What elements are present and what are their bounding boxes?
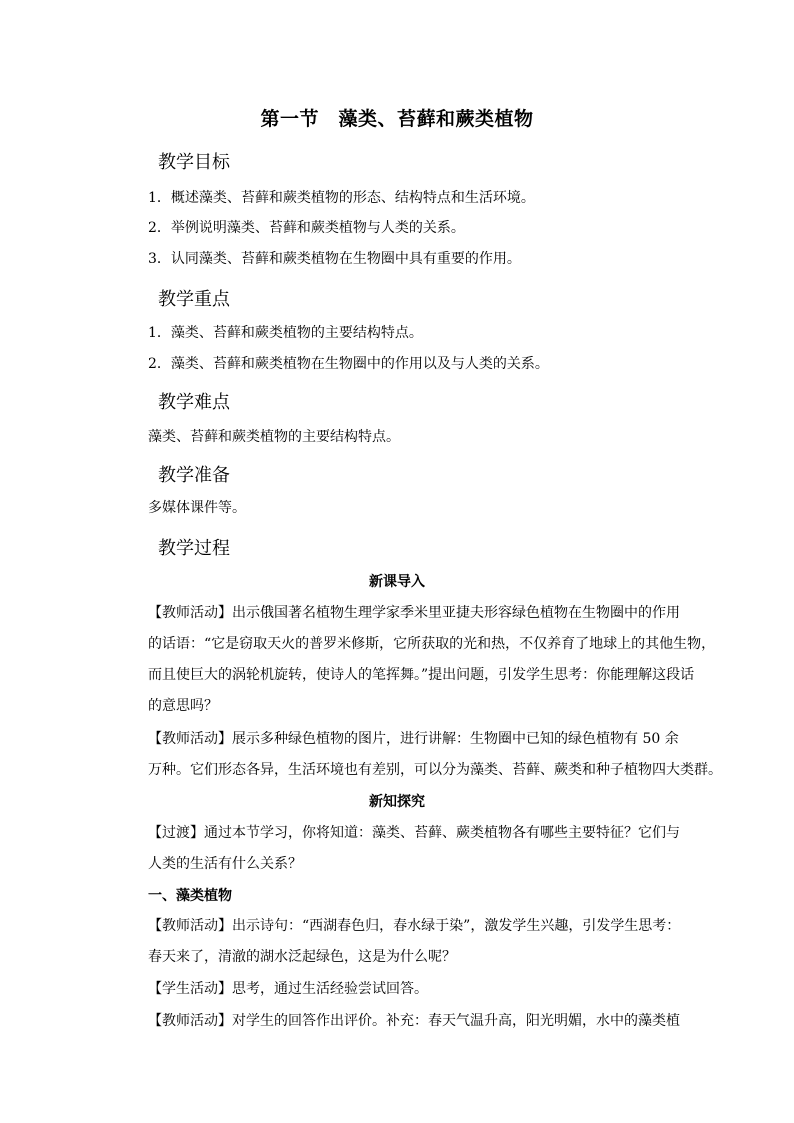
page-title: 第一节 藻类、苔藓和蕨类植物: [260, 108, 534, 130]
explore-title: 新知探究: [369, 794, 425, 810]
intro-para-1-line-4: 的意思吗？: [148, 698, 218, 714]
heading-goals: 教学目标: [158, 152, 230, 173]
heading-difficulties: 教学难点: [158, 392, 230, 413]
key-point-item-2: 2．藻类、苔藓和蕨类植物在生物圈中的作用以及与人类的关系。: [148, 356, 549, 372]
transition-line-1: 【过渡】通过本节学习，你将知道：藻类、苔藓、蕨类植物各有哪些主要特征？它们与: [148, 825, 680, 841]
algae-para-1-line-2: 春天来了，清澈的湖水泛起绿色，这是为什么呢？: [148, 949, 456, 965]
intro-para-2-line-2: 万种。它们形态各异，生活环境也有差别，可以分为藻类、苔藓、蕨类和种子植物四大类群。: [148, 762, 722, 778]
intro-para-2-line-1: 【教师活动】展示多种绿色植物的图片，进行讲解：生物圈中已知的绿色植物有 50 余: [148, 731, 679, 747]
intro-title: 新课导入: [369, 574, 425, 590]
difficulties-text: 藻类、苔藓和蕨类植物的主要结构特点。: [148, 429, 400, 445]
preparation-text: 多媒体课件等。: [148, 500, 246, 516]
key-point-item-1: 1．藻类、苔藓和蕨类植物的主要结构特点。: [148, 325, 423, 341]
subsection-algae-title: 一、藻类植物: [148, 888, 232, 904]
algae-para-1-line-1: 【教师活动】出示诗句：“西湖春色归，春水绿于染”，激发学生兴趣，引发学生思考：: [148, 918, 681, 934]
heading-process: 教学过程: [158, 538, 230, 559]
goal-item-2: 2．举例说明藻类、苔藓和蕨类植物与人类的关系。: [148, 220, 465, 236]
intro-para-1-line-3: 而且使巨大的涡轮机旋转，使诗人的笔挥舞。”提出问题，引发学生思考：你能理解这段话: [148, 667, 695, 683]
goal-item-1: 1．概述藻类、苔藓和蕨类植物的形态、结构特点和生活环境。: [148, 190, 535, 206]
algae-para-2-line-1: 【学生活动】思考，通过生活经验尝试回答。: [148, 981, 428, 997]
algae-para-3-line-1: 【教师活动】对学生的回答作出评价。补充：春天气温升高，阳光明媚，水中的藻类植: [148, 1013, 680, 1029]
heading-preparation: 教学准备: [158, 465, 230, 486]
intro-para-1-line-1: 【教师活动】出示俄国著名植物生理学家季米里亚捷夫形容绿色植物在生物圈中的作用: [148, 605, 680, 621]
intro-para-1-line-2: 的话语：“它是窃取天火的普罗米修斯，它所获取的光和热，不仅养育了地球上的其他生物，: [148, 636, 716, 652]
transition-line-2: 人类的生活有什么关系？: [148, 856, 302, 872]
heading-key-points: 教学重点: [158, 289, 230, 310]
goal-item-3: 3．认同藻类、苔藓和蕨类植物在生物圈中具有重要的作用。: [148, 251, 521, 267]
